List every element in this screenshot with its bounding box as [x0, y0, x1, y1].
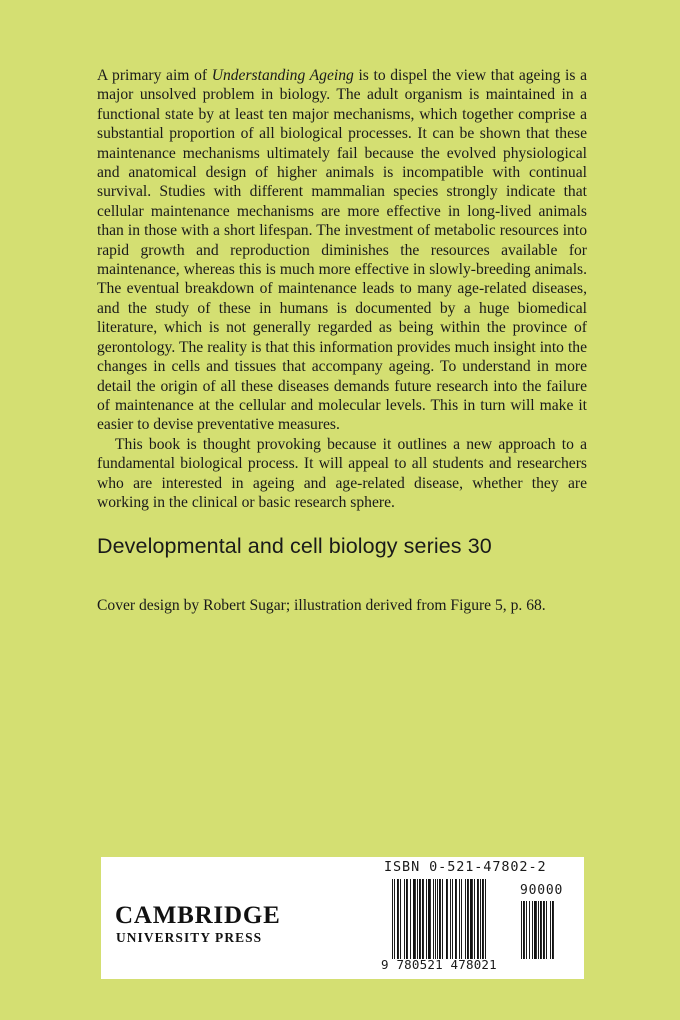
- blurb-paragraph-2: This book is thought provoking because it outlines a new approach to a fundamental biological process. It will appeal to all students and researchers who are interested in ageing and age-related disease, whether they are working in the clinical or basic research sphere.: [97, 435, 587, 511]
- book-title-italic: Understanding Ageing: [211, 67, 354, 84]
- barcode-bar: [470, 879, 473, 959]
- blurb-paragraph-1: [97, 66, 587, 435]
- barcode-bar: [465, 879, 466, 959]
- barcode-bar: [446, 879, 448, 959]
- barcode-bar: [406, 879, 408, 959]
- barcode-bar: [459, 879, 460, 959]
- barcode-bar: [404, 879, 405, 959]
- barcode-bar: [485, 879, 486, 959]
- barcode-bar: [529, 901, 530, 959]
- barcode-bar: [428, 879, 431, 959]
- isbn-label: ISBN 0-521-47802-2: [384, 859, 547, 875]
- barcode-bar: [477, 879, 479, 959]
- barcode-bar: [442, 879, 443, 959]
- addon-barcode: [521, 901, 573, 959]
- barcode-bar: [534, 901, 537, 959]
- barcode-bar: [397, 879, 399, 959]
- barcode-bar: [550, 901, 551, 959]
- publisher-barcode-panel: [101, 857, 584, 979]
- barcode-bar: [467, 879, 469, 959]
- blurb-p1-rest: is to dispel the view that ageing is a major unsolved problem in biology. The adult organism is maintained in a functional state by at least ten major mechanisms, which together comprise a substantial proportion of all biological processes. It can be shown that these maintenance mechanisms ultimately fail because the evolved physiological and anatomical design of higher animals is incompatible with continual survival. Studies with different mammalian species strongly indicate that cellular maintenance mechanisms are more effective in long-lived animals than in those with a short lifespan. The investment of metabolic resources into rapid growth and reproduction diminishes the resources available for maintenance, whereas this is much more effective in slowly-breeding animals. The eventual breakdown of maintenance leads to many age-related diseases, and the study of these in humans is documented by a huge biomedical literature, which is not generally regarded as being within the province of gerontology. The reality is that this information provides much insight into the changes in cells and tissues that accompany ageing. To understand in more detail the origin of all these diseases demands future research into the failure of maintenance at the cellular and molecular levels. This in turn will make it easier to devise preventative measures.: [97, 67, 587, 434]
- barcode-bar: [480, 879, 481, 959]
- barcode-bar: [435, 879, 436, 959]
- barcode-bar: [417, 879, 418, 959]
- barcode-bar: [546, 901, 547, 959]
- barcode-bar: [422, 879, 424, 959]
- barcode-bar: [439, 879, 441, 959]
- cover-credit: Cover design by Robert Sugar; illustration derived from Figure 5, p. 68.: [97, 597, 546, 614]
- barcode-bar: [400, 879, 401, 959]
- barcode-bar: [552, 901, 554, 959]
- barcode-bar: [394, 879, 395, 959]
- blurb-p1-start: A primary aim of: [97, 67, 212, 84]
- ean-barcode: [392, 879, 512, 959]
- barcode-bar: [482, 879, 484, 959]
- barcode-bar: [532, 901, 533, 959]
- barcode-bar: [452, 879, 453, 959]
- barcode-bar: [455, 879, 457, 959]
- barcode-bar: [450, 879, 451, 959]
- barcode-bar: [437, 879, 438, 959]
- barcode-bar: [521, 901, 522, 959]
- barcode-bar: [543, 901, 545, 959]
- series-title: Developmental and cell biology series 30: [97, 534, 492, 558]
- publisher-subname: UNIVERSITY PRESS: [116, 930, 263, 945]
- barcode-bar: [540, 901, 542, 959]
- publisher-logo: [115, 903, 281, 946]
- addon-digits: 90000: [520, 883, 564, 898]
- barcode-bar: [523, 901, 525, 959]
- barcode-bar: [538, 901, 539, 959]
- barcode-bar: [419, 879, 421, 959]
- barcode-bar: [461, 879, 462, 959]
- barcode-bar: [433, 879, 434, 959]
- barcode-bar: [426, 879, 427, 959]
- ean-digits: 9 780521 478021: [381, 957, 497, 972]
- barcode-bar: [392, 879, 393, 959]
- barcode-bar: [413, 879, 416, 959]
- barcode-bar: [410, 879, 411, 959]
- publisher-name: CAMBRIDGE: [115, 902, 281, 929]
- back-cover-blurb: [97, 66, 587, 512]
- barcode-bar: [526, 901, 527, 959]
- barcode-bar: [474, 879, 475, 959]
